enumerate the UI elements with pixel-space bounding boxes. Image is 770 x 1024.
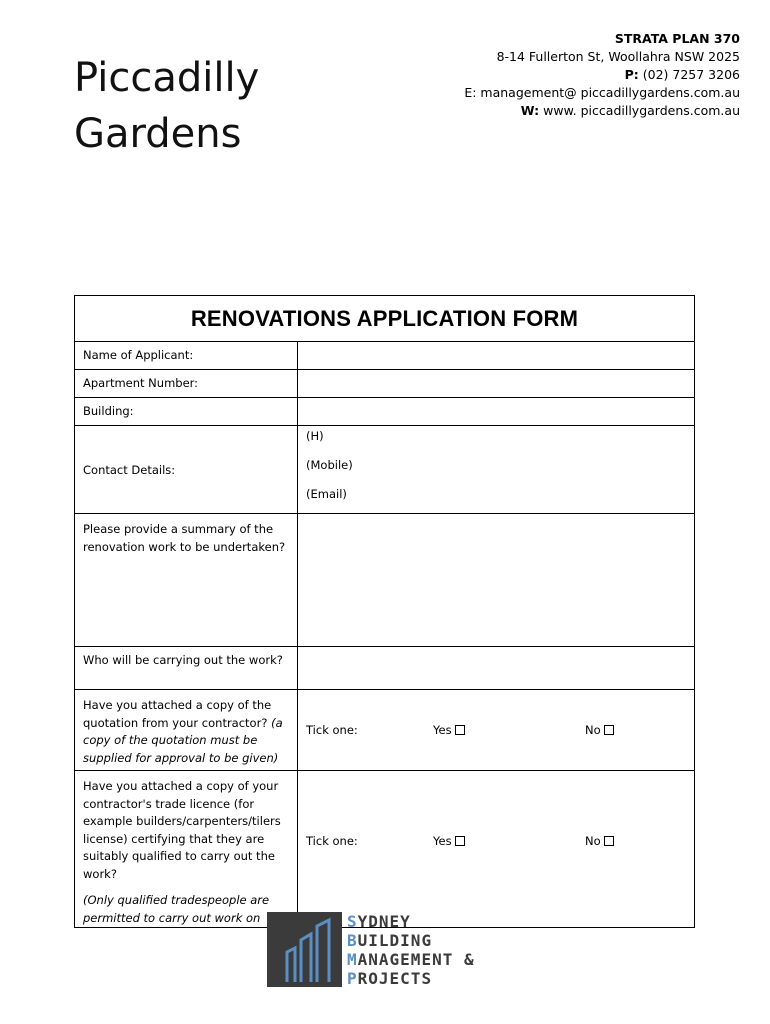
phone-number: (02) 7257 3206 — [642, 67, 740, 82]
logo-line-1: SYDNEY — [347, 912, 411, 931]
licence-no-label: No — [585, 834, 601, 848]
web-label: W: — [520, 103, 540, 118]
form-title-row — [75, 296, 695, 342]
licence-no[interactable] — [585, 834, 601, 848]
licence-question: Have you attached a copy of your contractor's trade licence (for example builders/carpenters/tilers license) certifying that they are suitably qualified to carry out the work? — [83, 779, 281, 881]
summary-label: Please provide a summary of the renovation work to be undertaken? — [75, 514, 298, 647]
row-summary — [75, 514, 695, 647]
row-apartment — [75, 370, 695, 398]
quotation-no-checkbox[interactable] — [604, 725, 614, 735]
row-name — [75, 342, 695, 370]
contact-email-field[interactable]: (Email) — [306, 487, 347, 501]
phone-line — [464, 66, 740, 84]
website[interactable]: www. piccadillygardens.com.au — [543, 103, 740, 118]
licence-yes[interactable] — [433, 834, 452, 848]
quotation-yes-label: Yes — [433, 723, 452, 737]
licence-tick-label: Tick one: — [306, 834, 358, 848]
summary-input[interactable] — [298, 514, 695, 647]
licence-yes-checkbox[interactable] — [455, 836, 465, 846]
row-who — [75, 647, 695, 690]
quotation-label — [75, 690, 298, 771]
brand-name — [74, 50, 259, 162]
apartment-input[interactable] — [298, 370, 695, 398]
quotation-no[interactable] — [585, 723, 601, 737]
logo-line-4: PROJECTS — [347, 969, 433, 988]
licence-note: (Only qualified tradespeople are permitted to carry out work on — [83, 893, 270, 925]
quotation-note: (a copy of the quotation must be supplied for approval to be given) — [83, 715, 283, 765]
contact-inputs — [298, 426, 695, 514]
licence-yes-label: Yes — [433, 834, 452, 848]
contact-label: Contact Details: — [75, 426, 298, 514]
brand-line-2: Gardens — [74, 111, 242, 157]
licence-label — [75, 771, 298, 928]
email-line — [464, 84, 740, 102]
row-quotation — [75, 690, 695, 771]
email-address[interactable]: management@ piccadillygardens.com.au — [480, 85, 740, 100]
quotation-yes[interactable] — [433, 723, 452, 737]
logo-line-2: BUILDING — [347, 931, 433, 950]
who-label: Who will be carrying out the work? — [75, 647, 298, 690]
web-line — [464, 102, 740, 120]
logo-wordmark — [347, 912, 475, 988]
quotation-no-label: No — [585, 723, 601, 737]
building-label: Building: — [75, 398, 298, 426]
contact-home-field[interactable]: (H) — [306, 429, 324, 443]
strata-plan: STRATA PLAN 370 — [614, 31, 740, 46]
licence-tick-cell — [298, 771, 695, 928]
quotation-yes-checkbox[interactable] — [455, 725, 465, 735]
licence-no-checkbox[interactable] — [604, 836, 614, 846]
contact-block — [464, 30, 740, 120]
quotation-tick-label: Tick one: — [306, 723, 358, 737]
form-title: RENOVATIONS APPLICATION FORM — [75, 296, 695, 342]
name-input[interactable] — [298, 342, 695, 370]
row-licence — [75, 771, 695, 928]
contact-mobile-field[interactable]: (Mobile) — [306, 458, 353, 472]
quotation-question: Have you attached a copy of the quotation from your contractor? — [83, 698, 272, 730]
logo-line-3: MANAGEMENT & — [347, 950, 475, 969]
email-label: E: — [464, 85, 477, 100]
row-building — [75, 398, 695, 426]
renovations-form — [74, 295, 695, 928]
quotation-tick-cell — [298, 690, 695, 771]
name-label: Name of Applicant: — [75, 342, 298, 370]
phone-label: P: — [624, 67, 639, 82]
brand-line-1: Piccadilly — [74, 55, 260, 101]
apartment-label: Apartment Number: — [75, 370, 298, 398]
address: 8-14 Fullerton St, Woollahra NSW 2025 — [496, 49, 740, 64]
sbmp-logo — [267, 912, 527, 987]
building-input[interactable] — [298, 398, 695, 426]
who-input[interactable] — [298, 647, 695, 690]
row-contact — [75, 426, 695, 514]
building-logo-icon — [267, 912, 342, 987]
